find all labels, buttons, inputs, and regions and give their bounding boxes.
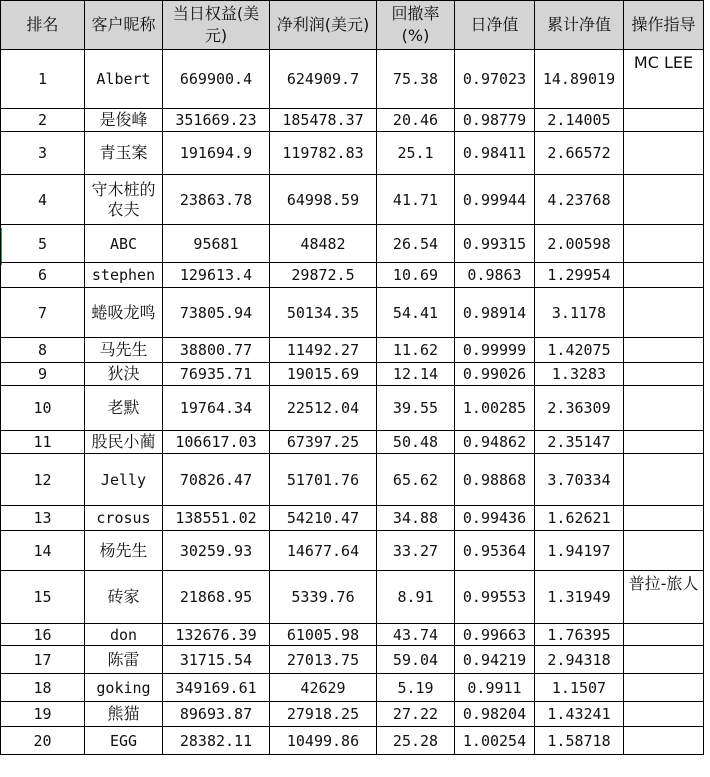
drawdown-cell[interactable]: 10.69 bbox=[377, 263, 455, 288]
guide-cell[interactable] bbox=[624, 288, 704, 338]
equity-cell[interactable]: 138551.02 bbox=[163, 506, 270, 531]
daily-nav-cell[interactable]: 0.99436 bbox=[455, 506, 535, 531]
nickname-cell[interactable]: Albert bbox=[85, 50, 163, 109]
header-daily-nav[interactable]: 日净值 bbox=[455, 1, 535, 50]
table-row bbox=[1, 109, 704, 132]
net-profit-cell[interactable]: 11492.27 bbox=[270, 338, 377, 363]
equity-cell[interactable]: 19764.34 bbox=[163, 386, 270, 431]
table-row bbox=[1, 363, 704, 386]
drawdown-cell[interactable]: 20.46 bbox=[377, 109, 455, 132]
table-row bbox=[1, 531, 704, 571]
table-row bbox=[1, 175, 704, 225]
table-row bbox=[1, 288, 704, 338]
drawdown-cell[interactable]: 75.38 bbox=[377, 50, 455, 109]
daily-nav-cell[interactable]: 0.98411 bbox=[455, 132, 535, 175]
rank-cell[interactable]: 18 bbox=[1, 674, 85, 702]
drawdown-cell[interactable]: 34.88 bbox=[377, 506, 455, 531]
equity-cell[interactable]: 669900.4 bbox=[163, 50, 270, 109]
drawdown-cell[interactable]: 27.22 bbox=[377, 702, 455, 727]
equity-cell[interactable]: 31715.54 bbox=[163, 646, 270, 674]
nickname-cell[interactable]: 老默 bbox=[85, 386, 163, 431]
rank-cell[interactable]: 8 bbox=[1, 338, 85, 363]
equity-cell[interactable]: 38800.77 bbox=[163, 338, 270, 363]
header-drawdown[interactable]: 回撤率(%) bbox=[377, 1, 455, 50]
drawdown-cell[interactable]: 11.62 bbox=[377, 338, 455, 363]
drawdown-cell[interactable]: 8.91 bbox=[377, 571, 455, 624]
nickname-cell[interactable]: 砖家 bbox=[85, 571, 163, 624]
nickname-cell[interactable]: don bbox=[85, 624, 163, 646]
equity-cell[interactable]: 89693.87 bbox=[163, 702, 270, 727]
daily-nav-cell[interactable]: 0.99944 bbox=[455, 175, 535, 225]
cumulative-nav-cell[interactable]: 2.35147 bbox=[535, 431, 624, 454]
guide-cell[interactable] bbox=[624, 646, 704, 674]
rank-cell[interactable]: 17 bbox=[1, 646, 85, 674]
rank-cell[interactable]: 6 bbox=[1, 263, 85, 288]
guide-cell[interactable] bbox=[624, 531, 704, 571]
table-row bbox=[1, 624, 704, 646]
daily-nav-cell[interactable]: 0.95364 bbox=[455, 531, 535, 571]
cumulative-nav-cell[interactable]: 2.00598 bbox=[535, 225, 624, 263]
header-cumulative-nav[interactable]: 累计净值 bbox=[535, 1, 624, 50]
drawdown-cell[interactable]: 39.55 bbox=[377, 386, 455, 431]
nickname-cell[interactable]: 杨先生 bbox=[85, 531, 163, 571]
equity-cell[interactable]: 132676.39 bbox=[163, 624, 270, 646]
drawdown-cell[interactable]: 65.62 bbox=[377, 454, 455, 506]
cumulative-nav-cell[interactable]: 1.42075 bbox=[535, 338, 624, 363]
daily-nav-cell[interactable]: 0.98868 bbox=[455, 454, 535, 506]
guide-cell[interactable] bbox=[624, 454, 704, 506]
rank-cell[interactable]: 4 bbox=[1, 175, 85, 225]
table-row bbox=[1, 727, 704, 755]
rank-cell[interactable]: 1 bbox=[1, 50, 85, 109]
net-profit-cell[interactable]: 54210.47 bbox=[270, 506, 377, 531]
table-row bbox=[1, 225, 704, 263]
net-profit-cell[interactable]: 48482 bbox=[270, 225, 377, 263]
net-profit-cell[interactable]: 185478.37 bbox=[270, 109, 377, 132]
daily-nav-cell[interactable]: 0.98779 bbox=[455, 109, 535, 132]
table-row bbox=[1, 646, 704, 674]
equity-cell[interactable]: 351669.23 bbox=[163, 109, 270, 132]
table-row bbox=[1, 454, 704, 506]
daily-nav-cell[interactable]: 0.94862 bbox=[455, 431, 535, 454]
guide-cell[interactable] bbox=[624, 386, 704, 431]
guide-cell[interactable] bbox=[624, 727, 704, 755]
header-nickname[interactable]: 客户昵称 bbox=[85, 1, 163, 50]
net-profit-cell[interactable]: 67397.25 bbox=[270, 431, 377, 454]
cumulative-nav-cell[interactable]: 1.76395 bbox=[535, 624, 624, 646]
net-profit-cell[interactable]: 119782.83 bbox=[270, 132, 377, 175]
cumulative-nav-cell[interactable]: 14.89019 bbox=[535, 50, 624, 109]
table-row bbox=[1, 571, 704, 624]
daily-nav-cell[interactable]: 0.98204 bbox=[455, 702, 535, 727]
drawdown-cell[interactable]: 41.71 bbox=[377, 175, 455, 225]
net-profit-cell[interactable]: 50134.35 bbox=[270, 288, 377, 338]
net-profit-cell[interactable]: 29872.5 bbox=[270, 263, 377, 288]
net-profit-cell[interactable]: 51701.76 bbox=[270, 454, 377, 506]
net-profit-cell[interactable]: 14677.64 bbox=[270, 531, 377, 571]
net-profit-cell[interactable]: 64998.59 bbox=[270, 175, 377, 225]
nickname-cell[interactable]: 蜷吸龙鸣 bbox=[85, 288, 163, 338]
cumulative-nav-cell[interactable]: 2.94318 bbox=[535, 646, 624, 674]
rank-cell[interactable]: 16 bbox=[1, 624, 85, 646]
net-profit-cell[interactable]: 27013.75 bbox=[270, 646, 377, 674]
rank-cell[interactable]: 7 bbox=[1, 288, 85, 338]
guide-cell[interactable] bbox=[624, 263, 704, 288]
rank-cell[interactable]: 12 bbox=[1, 454, 85, 506]
cumulative-nav-cell[interactable]: 1.3283 bbox=[535, 363, 624, 386]
nickname-cell[interactable]: Jelly bbox=[85, 454, 163, 506]
daily-nav-cell[interactable]: 0.98914 bbox=[455, 288, 535, 338]
nickname-cell[interactable]: 守木桩的农夫 bbox=[85, 175, 163, 225]
cumulative-nav-cell[interactable]: 1.43241 bbox=[535, 702, 624, 727]
cumulative-nav-cell[interactable]: 3.70334 bbox=[535, 454, 624, 506]
equity-cell[interactable]: 28382.11 bbox=[163, 727, 270, 755]
daily-nav-cell[interactable]: 1.00254 bbox=[455, 727, 535, 755]
cumulative-nav-cell[interactable]: 3.1178 bbox=[535, 288, 624, 338]
daily-nav-cell[interactable]: 0.99663 bbox=[455, 624, 535, 646]
rank-cell[interactable]: 19 bbox=[1, 702, 85, 727]
drawdown-cell[interactable]: 33.27 bbox=[377, 531, 455, 571]
equity-cell[interactable]: 73805.94 bbox=[163, 288, 270, 338]
table-row bbox=[1, 506, 704, 531]
equity-cell[interactable]: 76935.71 bbox=[163, 363, 270, 386]
table-row bbox=[1, 702, 704, 727]
daily-nav-cell[interactable]: 0.99315 bbox=[455, 225, 535, 263]
drawdown-cell[interactable]: 26.54 bbox=[377, 225, 455, 263]
nickname-cell[interactable]: EGG bbox=[85, 727, 163, 755]
nickname-cell[interactable]: stephen bbox=[85, 263, 163, 288]
guide-cell[interactable] bbox=[624, 175, 704, 225]
rank-cell[interactable]: 5 bbox=[1, 225, 85, 263]
equity-cell[interactable]: 349169.61 bbox=[163, 674, 270, 702]
daily-nav-cell[interactable]: 0.9863 bbox=[455, 263, 535, 288]
net-profit-cell[interactable]: 27918.25 bbox=[270, 702, 377, 727]
guide-cell[interactable] bbox=[624, 674, 704, 702]
nickname-cell[interactable]: ABC bbox=[85, 225, 163, 263]
table-row bbox=[1, 263, 704, 288]
cumulative-nav-cell[interactable]: 2.66572 bbox=[535, 132, 624, 175]
drawdown-cell[interactable]: 59.04 bbox=[377, 646, 455, 674]
equity-cell[interactable]: 21868.95 bbox=[163, 571, 270, 624]
daily-nav-cell[interactable]: 1.00285 bbox=[455, 386, 535, 431]
table-row bbox=[1, 132, 704, 175]
cumulative-nav-cell[interactable]: 1.29954 bbox=[535, 263, 624, 288]
equity-cell[interactable]: 30259.93 bbox=[163, 531, 270, 571]
daily-nav-cell[interactable]: 0.99553 bbox=[455, 571, 535, 624]
table-row bbox=[1, 386, 704, 431]
nickname-cell[interactable]: 陈雷 bbox=[85, 646, 163, 674]
rank-cell[interactable]: 10 bbox=[1, 386, 85, 431]
net-profit-cell[interactable]: 42629 bbox=[270, 674, 377, 702]
daily-nav-cell[interactable]: 0.97023 bbox=[455, 50, 535, 109]
net-profit-cell[interactable]: 19015.69 bbox=[270, 363, 377, 386]
drawdown-cell[interactable]: 50.48 bbox=[377, 431, 455, 454]
net-profit-cell[interactable]: 5339.76 bbox=[270, 571, 377, 624]
header-rank[interactable]: 排名 bbox=[1, 1, 85, 50]
rank-cell[interactable]: 13 bbox=[1, 506, 85, 531]
cumulative-nav-cell[interactable]: 4.23768 bbox=[535, 175, 624, 225]
equity-cell[interactable]: 191694.9 bbox=[163, 132, 270, 175]
table-row bbox=[1, 50, 704, 109]
guide-cell[interactable] bbox=[624, 338, 704, 363]
rank-cell[interactable]: 3 bbox=[1, 132, 85, 175]
drawdown-cell[interactable]: 54.41 bbox=[377, 288, 455, 338]
nickname-cell[interactable]: 青玉案 bbox=[85, 132, 163, 175]
cumulative-nav-cell[interactable]: 1.58718 bbox=[535, 727, 624, 755]
equity-cell[interactable]: 23863.78 bbox=[163, 175, 270, 225]
net-profit-cell[interactable]: 22512.04 bbox=[270, 386, 377, 431]
guide-cell[interactable]: 普拉-旅人 bbox=[624, 571, 704, 624]
cumulative-nav-cell[interactable]: 1.31949 bbox=[535, 571, 624, 624]
guide-cell[interactable]: MC LEE bbox=[624, 50, 704, 109]
rank-cell[interactable]: 11 bbox=[1, 431, 85, 454]
daily-nav-cell[interactable]: 0.94219 bbox=[455, 646, 535, 674]
drawdown-cell[interactable]: 12.14 bbox=[377, 363, 455, 386]
cumulative-nav-cell[interactable]: 2.14005 bbox=[535, 109, 624, 132]
nickname-cell[interactable]: crosus bbox=[85, 506, 163, 531]
guide-cell[interactable] bbox=[624, 363, 704, 386]
equity-cell[interactable]: 95681 bbox=[163, 225, 270, 263]
nickname-cell[interactable]: goking bbox=[85, 674, 163, 702]
rank-cell[interactable]: 2 bbox=[1, 109, 85, 132]
daily-nav-cell[interactable]: 0.99999 bbox=[455, 338, 535, 363]
nickname-cell[interactable]: 马先生 bbox=[85, 338, 163, 363]
header-row bbox=[1, 1, 704, 50]
net-profit-cell[interactable]: 624909.7 bbox=[270, 50, 377, 109]
cumulative-nav-cell[interactable]: 2.36309 bbox=[535, 386, 624, 431]
table-row bbox=[1, 431, 704, 454]
table-row bbox=[1, 338, 704, 363]
guide-cell[interactable] bbox=[624, 624, 704, 646]
drawdown-cell[interactable]: 5.19 bbox=[377, 674, 455, 702]
drawdown-cell[interactable]: 25.28 bbox=[377, 727, 455, 755]
equity-cell[interactable]: 129613.4 bbox=[163, 263, 270, 288]
nickname-cell[interactable]: 是俊峰 bbox=[85, 109, 163, 132]
rank-cell[interactable]: 15 bbox=[1, 571, 85, 624]
nickname-cell[interactable]: 狄決 bbox=[85, 363, 163, 386]
equity-cell[interactable]: 106617.03 bbox=[163, 431, 270, 454]
guide-cell[interactable] bbox=[624, 109, 704, 132]
drawdown-cell[interactable]: 25.1 bbox=[377, 132, 455, 175]
nickname-cell[interactable]: 熊猫 bbox=[85, 702, 163, 727]
nickname-cell[interactable]: 股民小蔺 bbox=[85, 431, 163, 454]
guide-cell[interactable] bbox=[624, 132, 704, 175]
cumulative-nav-cell[interactable]: 1.94197 bbox=[535, 531, 624, 571]
net-profit-cell[interactable]: 61005.98 bbox=[270, 624, 377, 646]
guide-cell[interactable] bbox=[624, 506, 704, 531]
drawdown-cell[interactable]: 43.74 bbox=[377, 624, 455, 646]
rank-cell[interactable]: 9 bbox=[1, 363, 85, 386]
guide-cell[interactable] bbox=[624, 431, 704, 454]
header-guide[interactable]: 操作指导 bbox=[624, 1, 704, 50]
header-net-profit[interactable]: 净利润(美元) bbox=[270, 1, 377, 50]
guide-cell[interactable] bbox=[624, 702, 704, 727]
header-equity[interactable]: 当日权益(美元) bbox=[163, 1, 270, 50]
cumulative-nav-cell[interactable]: 1.62621 bbox=[535, 506, 624, 531]
guide-cell[interactable] bbox=[624, 225, 704, 263]
rank-cell[interactable]: 14 bbox=[1, 531, 85, 571]
daily-nav-cell[interactable]: 0.99026 bbox=[455, 363, 535, 386]
cumulative-nav-cell[interactable]: 1.1507 bbox=[535, 674, 624, 702]
table-row bbox=[1, 674, 704, 702]
net-profit-cell[interactable]: 10499.86 bbox=[270, 727, 377, 755]
rank-cell[interactable]: 20 bbox=[1, 727, 85, 755]
daily-nav-cell[interactable]: 0.9911 bbox=[455, 674, 535, 702]
equity-cell[interactable]: 70826.47 bbox=[163, 454, 270, 506]
